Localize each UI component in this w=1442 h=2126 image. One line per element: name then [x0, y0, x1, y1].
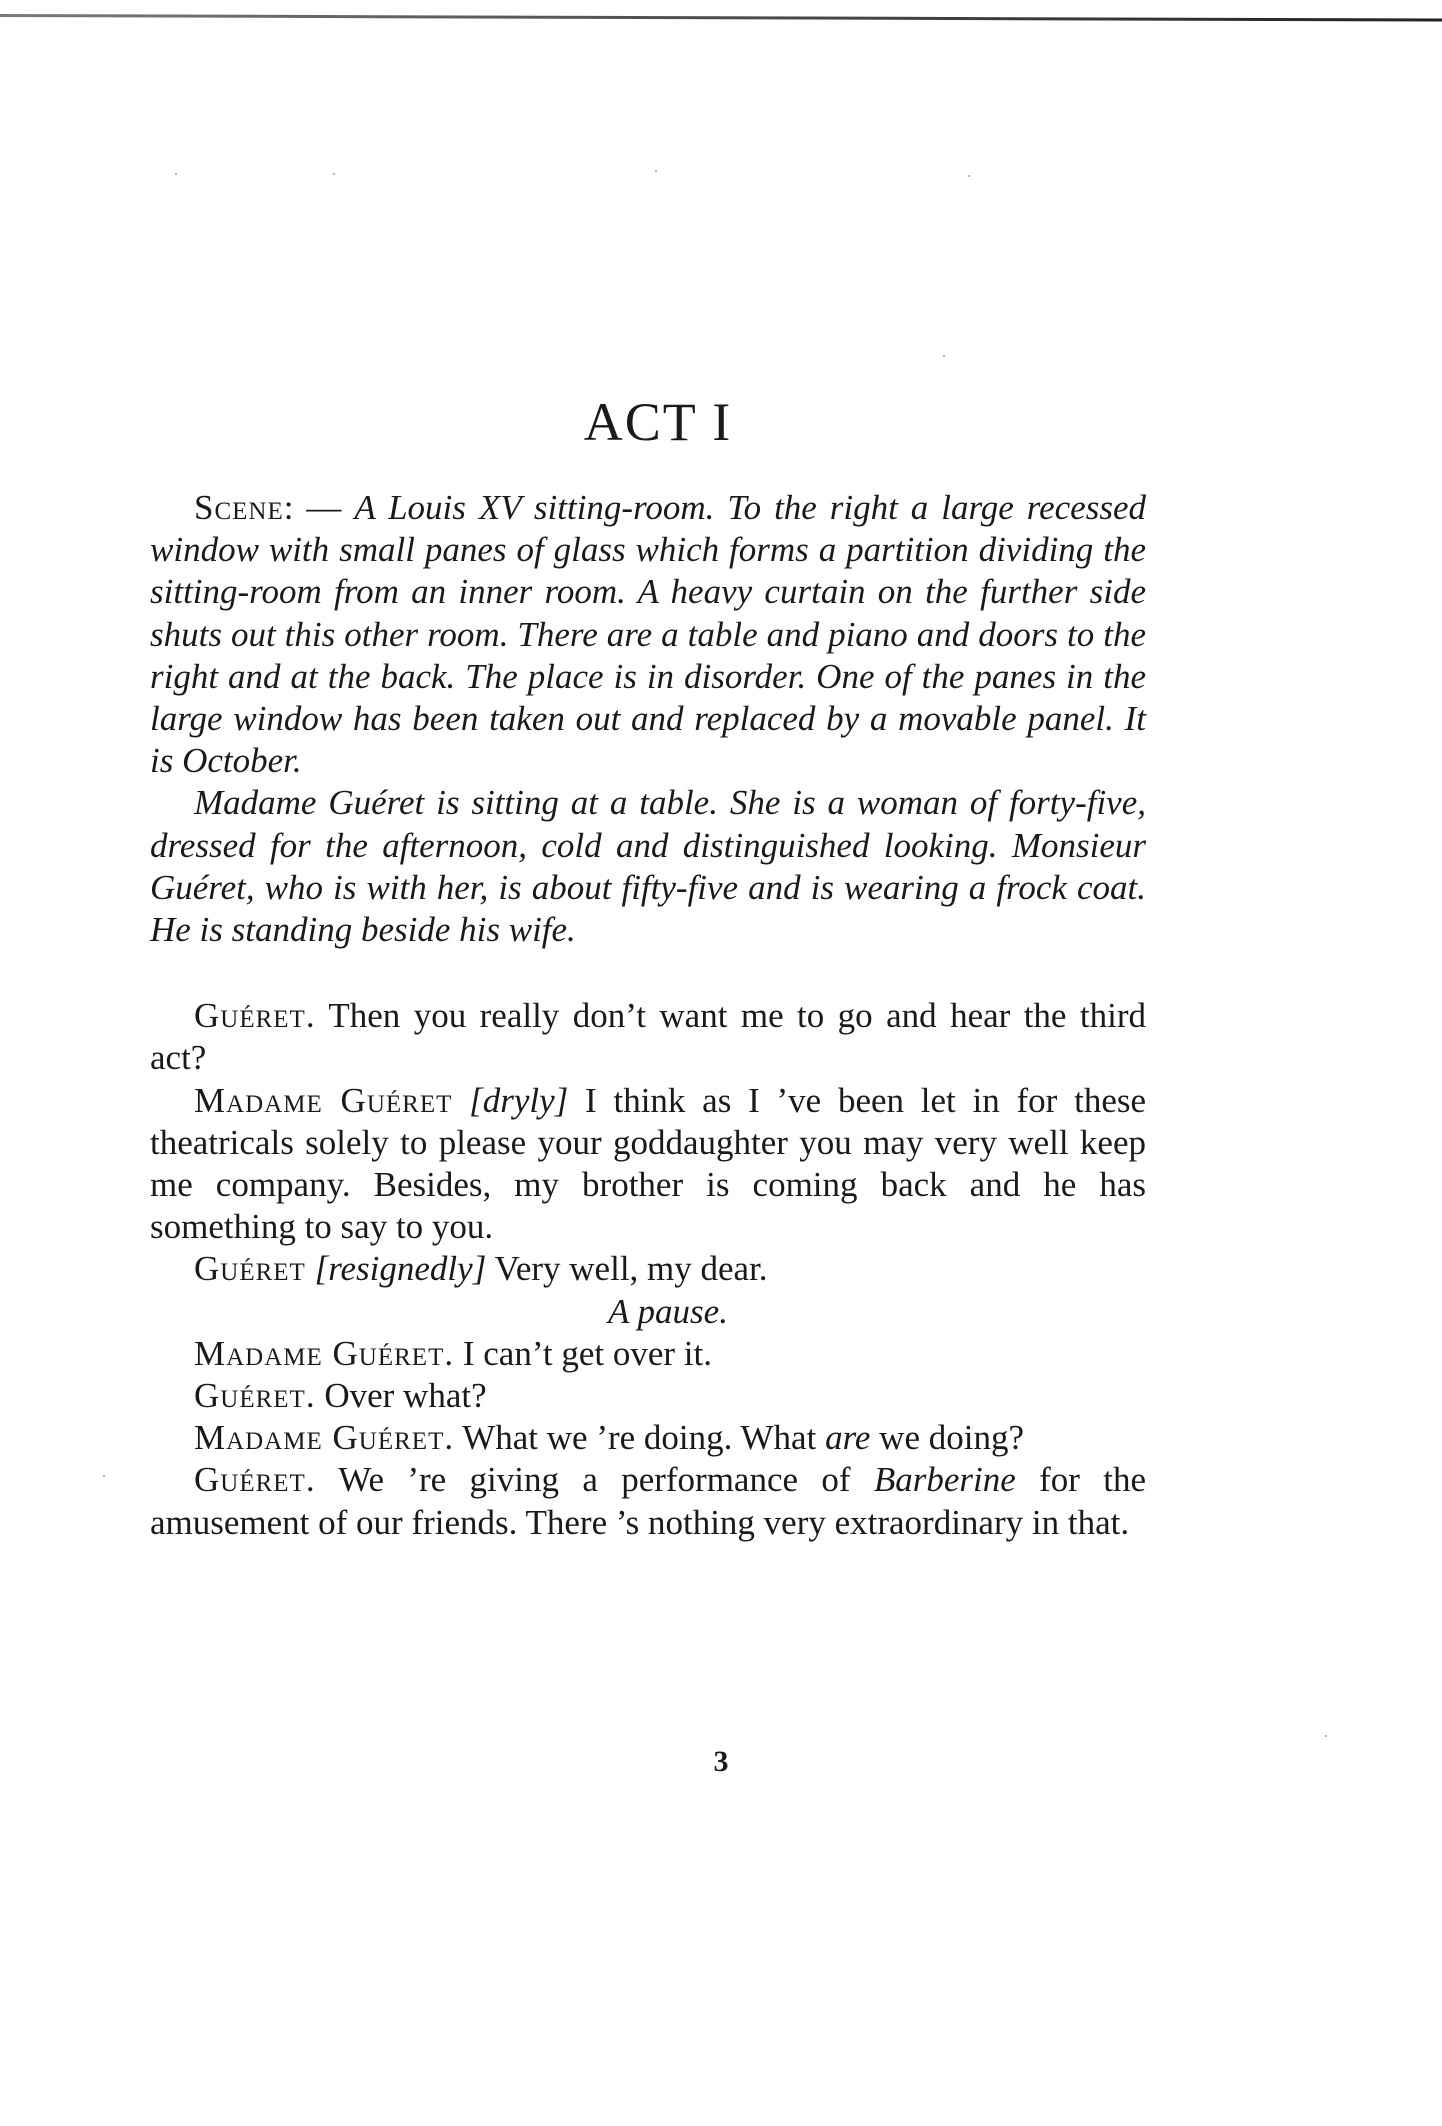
speaker-name: Guéret [194, 1249, 306, 1289]
line-text: I think as I ’ve been let in for these theatricals solely to please your goddaughter you may very well keep me company. Besides, my brother is coming back and he has something to say to you. [150, 1080, 1147, 1247]
scene-text-1: A Louis XV sitting-room. To the right a large recessed window with small panes of glass which forms a partition dividing the sitting-room from an inner room. A heavy curtain on the further side shuts out this other room. There are a table and piano and doors to the right and at the back. The place is in disorder. One of the panes in the large window has been taken out and replaced by a movable panel. It is October. [150, 488, 1146, 781]
dialogue-line [150, 995, 1146, 1079]
scene-description [150, 487, 1146, 951]
scan-speck [175, 173, 177, 175]
page-body [150, 392, 1147, 1544]
scene-paragraph-2: Madame Guéret is sitting at a table. She is a woman of forty-five, dressed for the afternoon, cold and distinguished looking. Monsieur Guéret, who is with her, is about fifty-five and is wearing a frock coat. He is standing beside his wife. [150, 783, 1146, 950]
speaker-name: Madame Guéret [194, 1080, 453, 1120]
line-text: Then you really don’t want me to go and hear the third act? [150, 996, 1146, 1078]
scan-speck [943, 355, 945, 357]
stage-direction-pause: A pause. [608, 1291, 728, 1331]
line-text: We ’re giving a performance of [315, 1460, 874, 1500]
top-rule [0, 14, 1442, 22]
scan-speck [103, 1475, 105, 1477]
line-text: Over what? [315, 1376, 487, 1416]
dialogue-line [150, 1417, 1146, 1459]
scan-speck [1325, 1735, 1327, 1737]
scene-separator: : — [283, 488, 355, 527]
act-title: ACT I [583, 392, 733, 452]
line-text: I can’t get over it. [454, 1333, 712, 1373]
scene-label: Scene [194, 488, 284, 527]
line-text: Very well, my dear. [486, 1249, 768, 1289]
dialogue-line [150, 1375, 1146, 1417]
scan-speck [968, 175, 970, 177]
play-title: Barberine [873, 1460, 1016, 1500]
scan-speck [655, 170, 657, 172]
speaker-name: Guéret. [194, 1460, 316, 1500]
speaker-name: Guéret. [194, 996, 316, 1036]
dialogue-line [150, 1080, 1146, 1249]
scene-paragraph-1 [150, 487, 1146, 782]
speaker-name: Madame Guéret. [194, 1418, 455, 1458]
speaker-name: Guéret. [194, 1376, 316, 1416]
dialogue-line [150, 1248, 1146, 1290]
line-text: for the amusement of our friends. There ’s nothing very extraordinary in that. [150, 1460, 1146, 1542]
line-text: What we ’re doing. What [454, 1418, 826, 1458]
stage-direction: [resignedly] [314, 1249, 487, 1289]
dialogue-line [150, 1459, 1146, 1543]
page-number: 3 [713, 1745, 729, 1778]
scan-speck [333, 173, 335, 175]
speaker-name: Madame Guéret. [194, 1333, 455, 1373]
dialogue-line [150, 1333, 1146, 1375]
dialogue [150, 995, 1146, 1544]
stage-direction: [dryly] [469, 1080, 569, 1120]
line-text: we doing? [870, 1418, 1024, 1458]
emphasis: are [825, 1418, 871, 1458]
